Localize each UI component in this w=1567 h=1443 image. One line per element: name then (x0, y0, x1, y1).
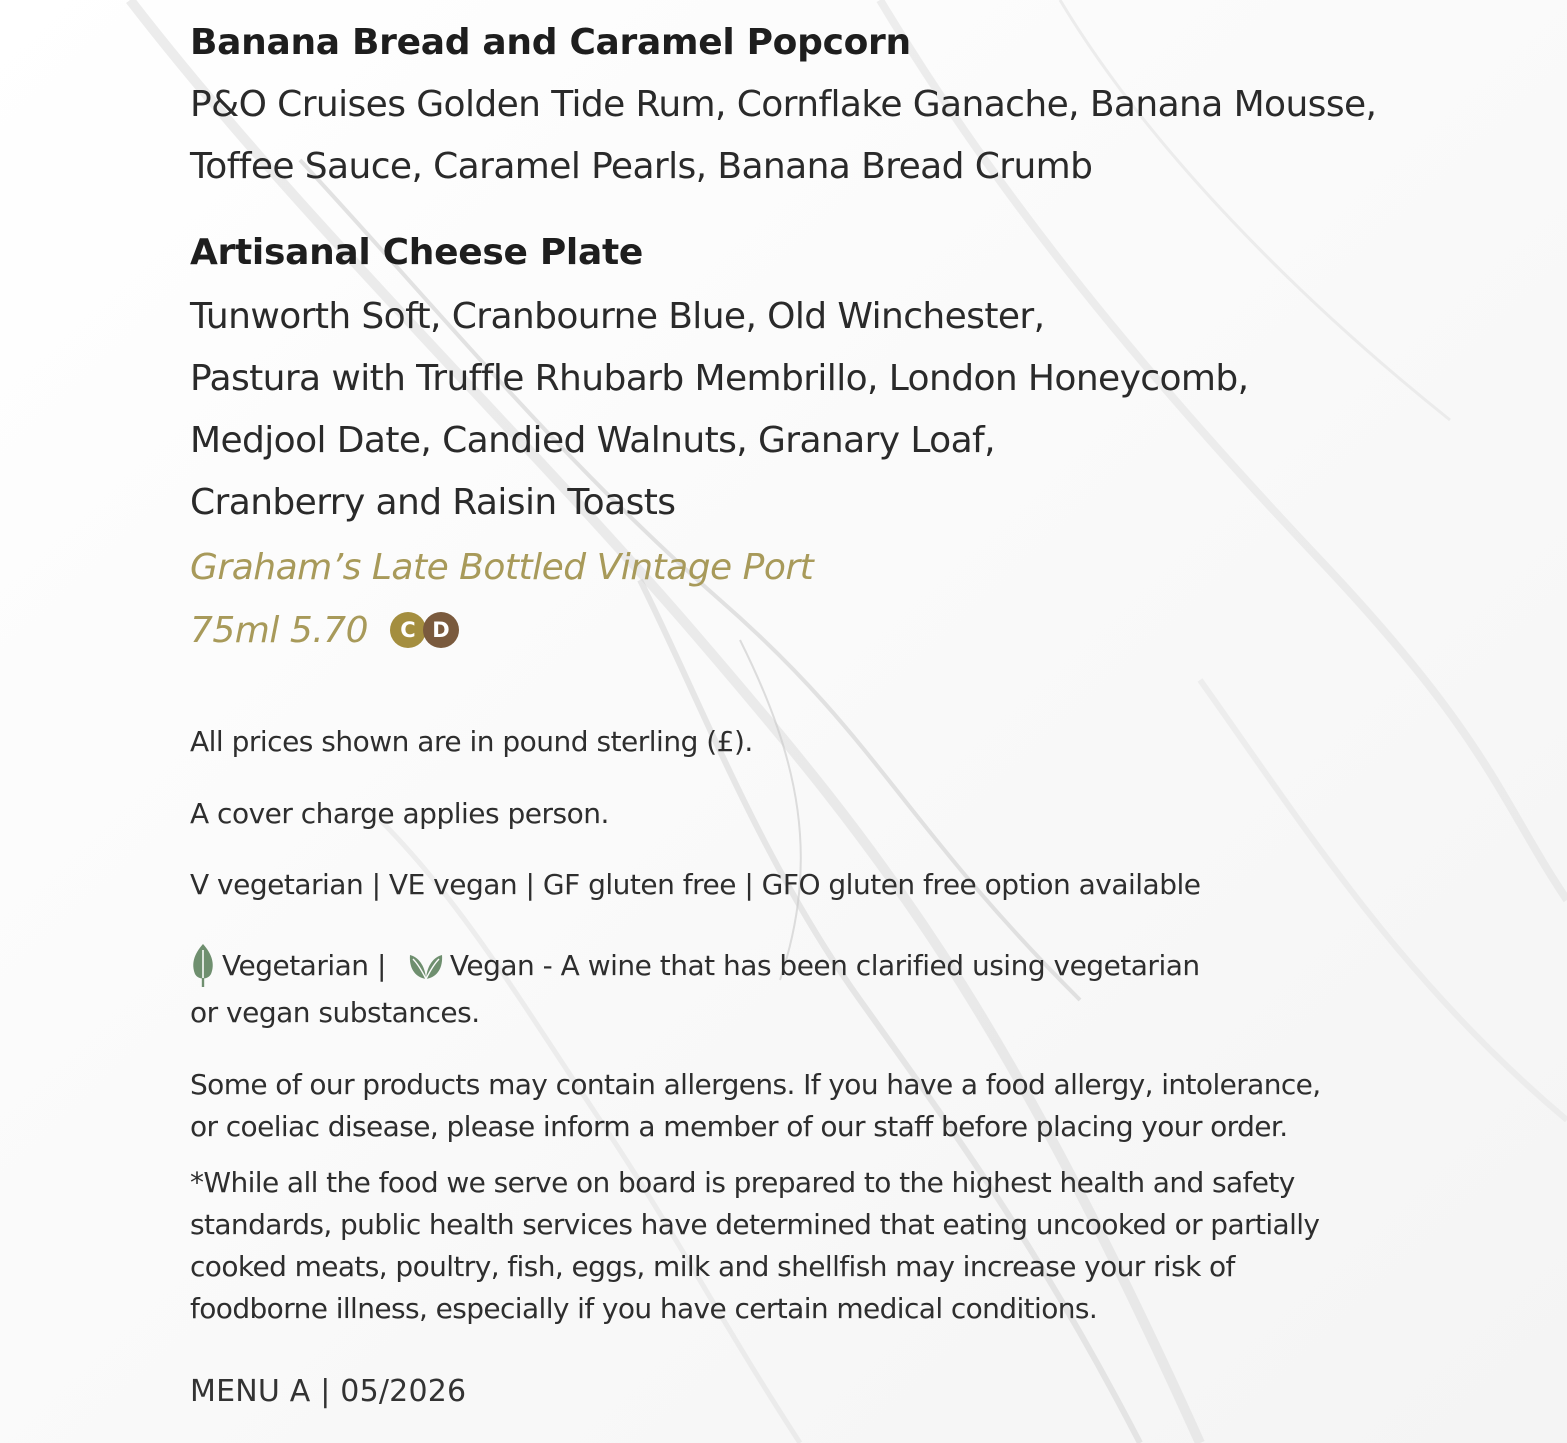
vegetarian-label: Vegetarian | (222, 948, 386, 982)
item-description-line: P&O Cruises Golden Tide Rum, Cornflake Ganache, Banana Mousse, (190, 84, 1377, 125)
health-note-line: *While all the food we serve on board is prepared to the highest health and safety (190, 1166, 1295, 1199)
currency-note: All prices shown are in pound sterling (£). (190, 725, 753, 758)
allergen-note-line: or coeliac disease, please inform a member of our staff before placing your order. (190, 1110, 1288, 1143)
item-description-line: Tunworth Soft, Cranbourne Blue, Old Winchester, (190, 296, 1045, 337)
allergen-badge-d: D (423, 612, 459, 648)
price: 75ml 5.70 (190, 609, 368, 651)
wine-legend (190, 940, 1200, 990)
allergen-badge-c: C (390, 612, 426, 648)
vegan-label: Vegan - A wine that has been clarified using vegetarian (449, 948, 1200, 982)
item-title-banana-bread: Banana Bread and Caramel Popcorn (190, 22, 911, 63)
item-description-line: Toffee Sauce, Caramel Pearls, Banana Bread Crumb (190, 146, 1093, 187)
allergen-note-line: Some of our products may contain allergens. If you have a food allergy, intolerance, (190, 1068, 1321, 1101)
vegan-leaves-icon (408, 949, 444, 981)
vegan-note-continued: or vegan substances. (190, 996, 480, 1029)
item-description-line: Cranberry and Raisin Toasts (190, 482, 676, 523)
price-row (190, 606, 459, 654)
cover-charge-note: A cover charge applies person. (190, 797, 609, 830)
health-note-line: cooked meats, poultry, fish, eggs, milk and shellfish may increase your risk of (190, 1250, 1235, 1283)
health-note-line: standards, public health services have determined that eating uncooked or partially (190, 1208, 1320, 1241)
health-note-line: foodborne illness, especially if you have certain medical conditions. (190, 1292, 1098, 1325)
item-description-line: Pastura with Truffle Rhubarb Membrillo, London Honeycomb, (190, 358, 1249, 399)
diet-key: V vegetarian | VE vegan | GF gluten free | GFO gluten free option available (190, 868, 1201, 901)
wine-pairing: Graham’s Late Bottled Vintage Port (190, 547, 814, 588)
item-description-line: Medjool Date, Candied Walnuts, Granary Loaf, (190, 420, 995, 461)
item-title-cheese-plate: Artisanal Cheese Plate (190, 232, 643, 273)
leaf-icon (190, 942, 216, 988)
menu-footer: MENU A | 05/2026 (190, 1374, 467, 1409)
